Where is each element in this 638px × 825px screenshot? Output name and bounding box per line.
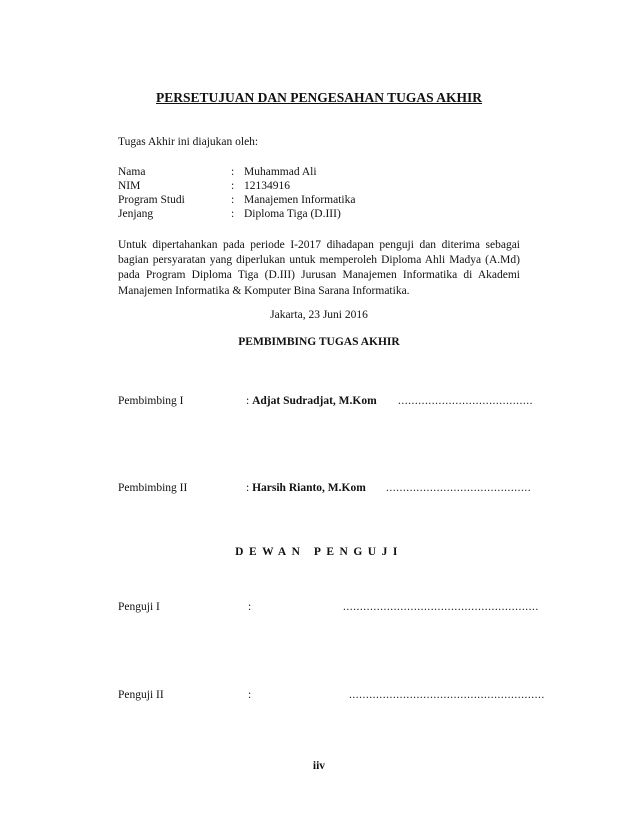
supervisor-2-signature-line: ........................................... [386,482,532,494]
supervisor-1-colon: : [246,395,253,407]
program-value: Manajemen Informatika [244,194,356,206]
statement-paragraph: Untuk dipertahankan pada periode I-2017 dihadapan penguji dan diterima sebagai bagian persyaratan yang diperlukan untuk memperoleh Diploma Ahli Madya (A.Md) pada Program Diploma Tiga (D.III) Jurusan Manajemen Informatika di Akademi Manajemen Informatika & Komputer Bina Sarana Informatika. [118,239,520,297]
supervisor-1-signature-line: ........................................ [398,395,533,407]
level-colon: : [231,208,235,220]
nim-colon: : [231,180,235,192]
name-colon: : [231,166,235,178]
name-label: Nama [118,166,146,178]
page-number: iiv [312,760,326,772]
examiners-heading: DEWAN PENGUJI [235,546,403,558]
supervisor-2-name: Harsih Rianto, M.Kom [252,482,366,494]
level-value: Diploma Tiga (D.III) [244,208,341,220]
examiner-2-label: Penguji II [118,689,164,701]
supervisors-heading: PEMBIMBING TUGAS AKHIR [238,336,400,348]
program-label: Program Studi [118,194,185,206]
examiner-2-signature-line: .......................................................... [349,689,545,701]
place-date: Jakarta, 23 Juni 2016 [270,309,368,321]
examiner-1-colon: : [248,601,252,613]
examiner-1-signature-line: .......................................................... [343,601,539,613]
supervisor-2-entry [246,482,366,494]
supervisor-2-colon: : [246,482,253,494]
intro-text: Tugas Akhir ini diajukan oleh: [118,136,259,148]
supervisor-1-entry [246,395,377,407]
program-colon: : [231,194,235,206]
nim-value: 12134916 [244,180,290,192]
page-title: PERSETUJUAN DAN PENGESAHAN TUGAS AKHIR [155,90,483,105]
examiner-2-colon: : [248,689,252,701]
nim-label: NIM [118,180,141,192]
supervisor-2-label: Pembimbing II [118,482,188,494]
name-value: Muhammad Ali [244,166,317,178]
level-label: Jenjang [118,208,154,220]
examiner-1-label: Penguji I [118,601,160,613]
supervisor-1-name: Adjat Sudradjat, M.Kom [252,395,377,407]
supervisor-1-label: Pembimbing I [118,395,184,407]
